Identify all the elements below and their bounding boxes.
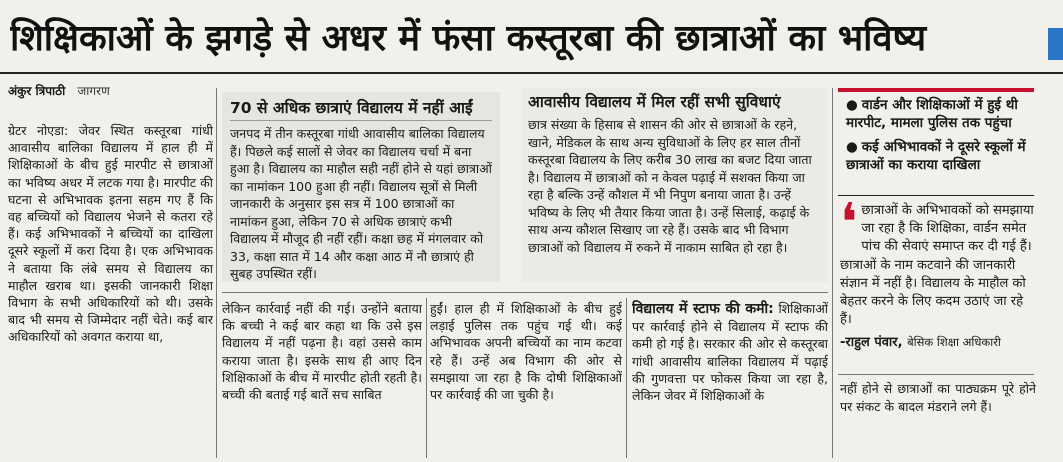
- body-column-3: हुईं। हाल ही में शिक्षिकाओं के बीच हुई लड़ाई पुलिस तक पहुंच गई थी। कई अभिभावक अपनी बच्चियों का नाम कटवा रहे हैं। उन्हें अब विभाग की ओर से समझाया जा रहा है कि दोषी शिक्षिकाओं पर कार्रवाई की जा चुकी है।: [430, 301, 622, 403]
- bullet-icon: ●: [846, 139, 858, 155]
- headline: शिक्षिकाओं के झगड़े से अधर में फंसा कस्तूरबा की छात्राओं का भविष्य: [10, 17, 927, 59]
- quote-mark-icon: ❛: [840, 202, 858, 254]
- quote-rule: [838, 195, 1034, 196]
- body-column-1: ग्रेटर नोएडा: जेवर स्थित कस्तूरबा गांधी आवासीय बालिका विद्यालय में हाल ही में शिक्षिकाओं के बीच हुई मारपीट से छात्राओं का भविष्य अधर में लटक गया है। मारपीट की घटना से अभिभावक इतना सहम गए हैं कि वह बच्चियों को विद्यालय भेजने से कतरा रहे हैं। कई अभिभावकों ने बच्चियों का दाखिला दूसरे स्कूलों में करा दिया है। एक अभिभावक ने बताया कि लंबे समय से विद्यालय का माहौल खराब था। इसकी जानकारी शिक्षा विभाग के सभी अधिकारियों को थी। उसके बाद भी समय से जिम्मेदार नहीं चेते। कई बार अधिकारियों को अवगत कराया था,: [8, 123, 213, 345]
- column-divider: [832, 88, 833, 458]
- byline: [8, 82, 218, 99]
- body-column-2: लेकिन कार्रवाई नहीं की गई। उन्होंने बताया कि बच्ची ने कई बार कहा था कि उसे इस विद्यालय में नहीं पढ़ना है। वहां उससे काम कराया जाता है। इसके साथ ही आए दिन शिक्षिकाओं के बीच में मारपीट होती रहती है। बच्ची की बताई गई बातें सच साबित: [222, 301, 422, 403]
- highlight-item: ● वार्डन और शिक्षिकाओं में हुई थी मारपीट, मामला पुलिस तक पहुंचा: [846, 97, 1018, 131]
- column-divider: [216, 88, 217, 458]
- highlights-panel: [838, 88, 1034, 180]
- column-divider: [626, 298, 627, 458]
- quote-author: -राहुल पंवार, बेसिक शिक्षा अधिकारी: [840, 335, 1001, 351]
- section-rule: [838, 374, 1034, 375]
- info-box-text: छात्र संख्या के हिसाब से शासन की ओर से छात्राओं के रहने, खाने, मेडिकल के साथ अन्य सुविधाओं के लिए हर साल तीनों कस्तूरबा विद्यालय के लिए करीब 30 लाख का बजट दिया जाता है। विद्यालय में छात्राओं को न केवल पढ़ाई में सशक्त किया जा रहा है बल्कि उन्हें कौशल में भी निपुण बनाया जाता है। उन्हें भविष्य के लिए भी तैयार किया जाता है। उन्हें सिलाई, कढ़ाई के साथ अन्य कौशल सिखाए जा रहे हैं। उसके बाद भी विभाग छात्राओं को विद्यालय में रुकने में नाकाम साबित हो रहा है।: [528, 117, 812, 255]
- official-quote: [840, 202, 1036, 370]
- headline-rule: [0, 72, 1063, 74]
- staff-shortage-subhead: विद्यालय में स्टाफ की कमी:: [632, 301, 774, 317]
- agency-name: जागरण: [77, 84, 110, 98]
- highlights-bar: [838, 88, 1034, 92]
- bullet-icon: ●: [846, 97, 858, 113]
- highlight-item: ● कई अभिभावकों ने दूसरे स्कूलों में छात्राओं का कराया दाखिला: [846, 139, 1026, 173]
- info-box-attendance: [222, 92, 500, 282]
- info-box-title: 70 से अधिक छात्राएं विद्यालय में नहीं आईं: [230, 98, 492, 121]
- info-box-title: आवासीय विद्यालय में मिल रहीं सभी सुविधाएं: [528, 93, 781, 111]
- info-box-text: जनपद में तीन कस्तूरबा गांधी आवासीय बालिका विद्यालय हैं। पिछले कई सालों से जेवर का विद्यालय चर्चा में बना हुआ है। विद्यालय का माहौल सही नहीं होने से यहां छात्राओं का नामांकन 100 हुआ ही नहीं। विद्यालय सूत्रों से मिली जानकारी के अनुसार इस सत्र में 100 छात्राओं का नामांकन हुआ, लेकिन 70 से अधिक छात्राएं कभी विद्यालय में मौजूद ही नहीं रहीं। कक्षा छह में मंगलवार को 33, कक्षा सात में 14 और कक्षा आठ में नौ छात्राएं ही सुबह उपस्थित रहीं।: [230, 126, 492, 281]
- info-box-facilities: [522, 88, 828, 282]
- body-column-tail: नहीं होने से छात्राओं का पाठ्यक्रम पूरे होने पर संकट के बादल मंडराने लगे हैं।: [840, 381, 1036, 414]
- quote-author-role: बेसिक शिक्षा अधिकारी: [907, 335, 1001, 350]
- author-name: अंकुर त्रिपाठी: [8, 84, 66, 98]
- section-rule: [222, 292, 828, 293]
- body-column-4-text: शिक्षिकाओं पर कार्रवाई होने से विद्यालय में स्टाफ की कमी हो गई है। सरकार की ओर से कस्तूरबा गांधी आवासीय बालिका विद्यालय में पढ़ाई की गुणवत्ता पर फोकस किया जा रहा है, लेकिन जेवर में शिक्षिकाओं के: [632, 301, 828, 404]
- quote-text: छात्राओं के अभिभावकों को समझाया जा रहा है कि शिक्षिका, वार्डन समेत पांच की सेवाएं समाप्त कर दी गई हैं। छात्राओं के नाम कटवाने की जानकारी संज्ञान में नहीं है। विद्यालय के माहौल को बेहतर करने के लिए कदम उठाएं जा रहे हैं।: [840, 203, 1034, 328]
- section-marker: [1048, 28, 1063, 60]
- body-column-4: [632, 300, 828, 462]
- column-divider: [426, 298, 427, 458]
